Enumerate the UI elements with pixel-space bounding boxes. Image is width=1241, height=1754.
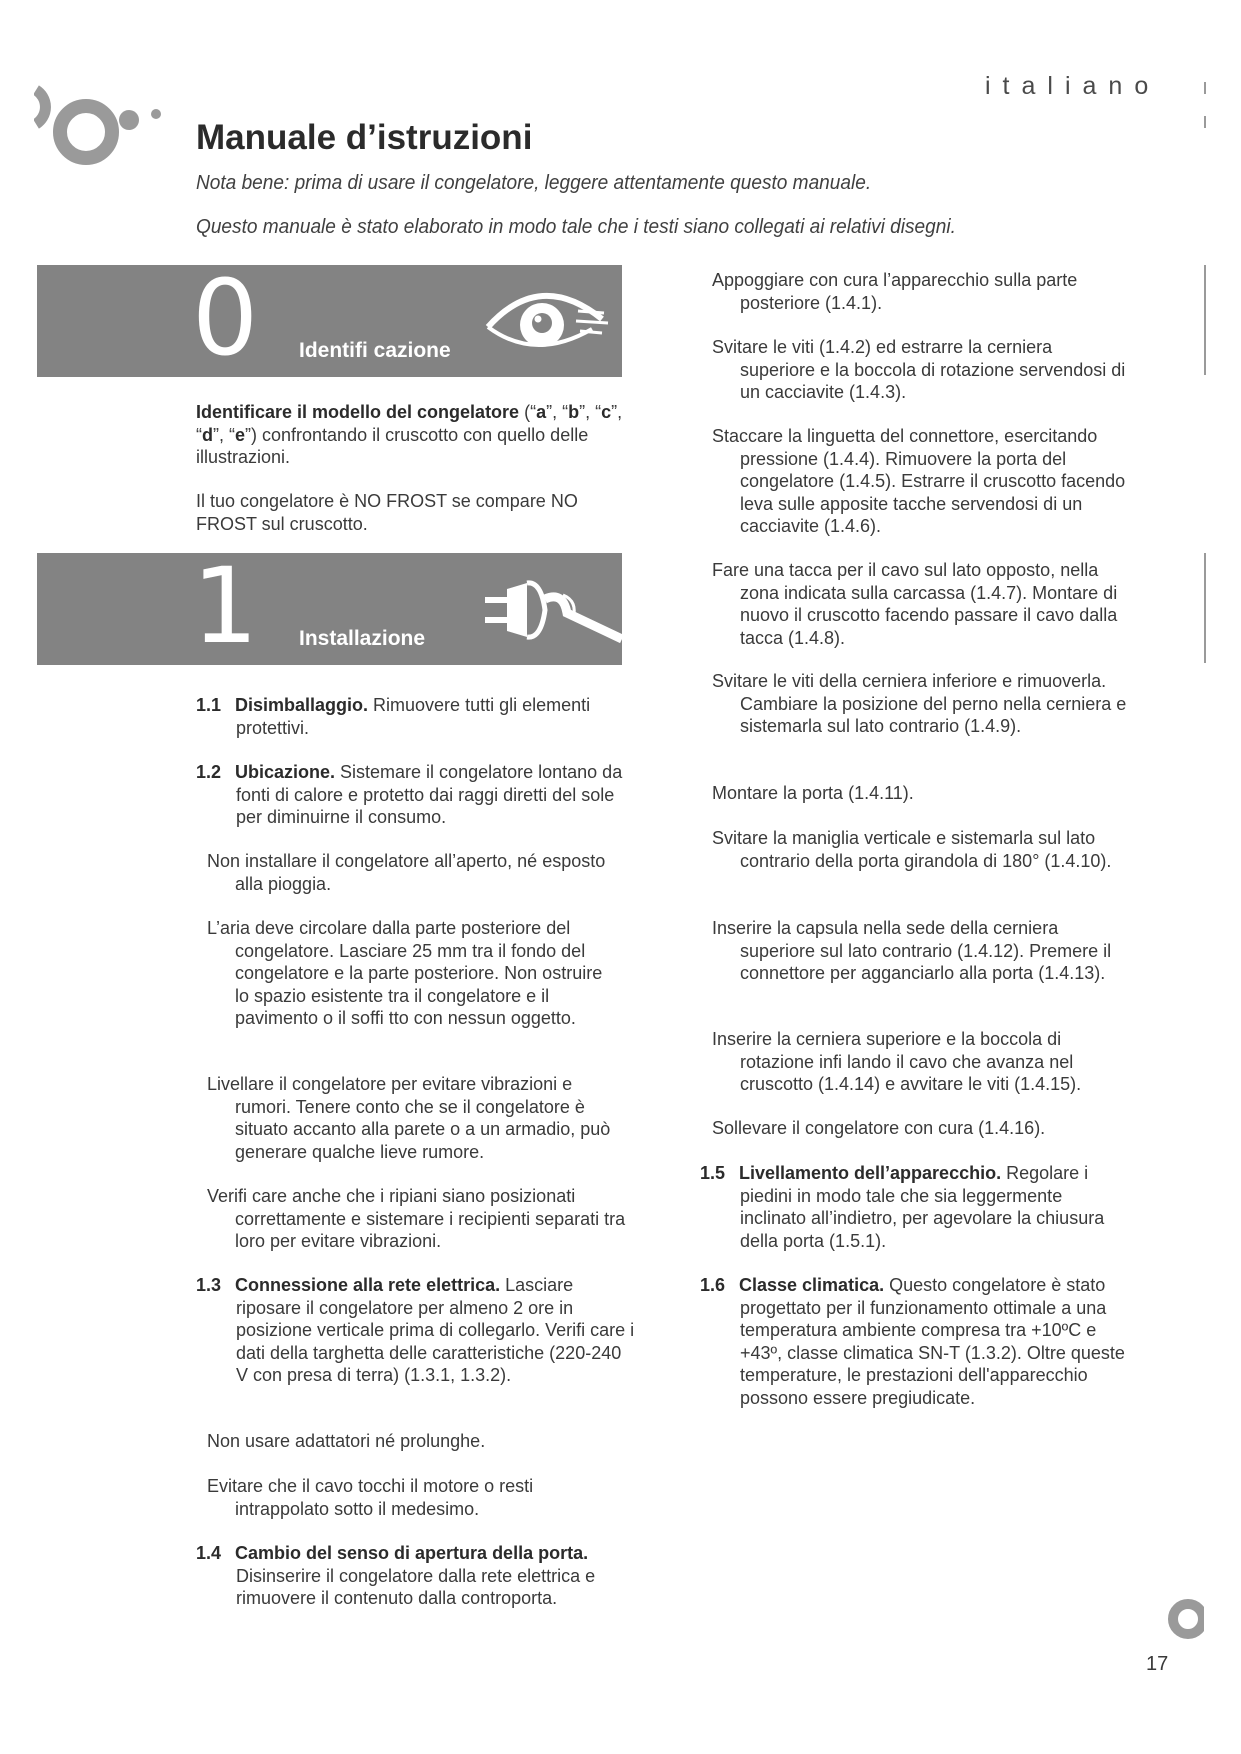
paragraph-outdoor: Non installare il congelatore all’aperto, né esposto alla pioggia. (207, 851, 606, 894)
paragraph-shelves: Verifi care anche che i ripiani siano posizionati correttamente e sistemare i recipienti separati tra loro per evitare vibrazioni. (207, 1186, 626, 1251)
step-paragraph: Staccare la linguetta del connettore, esercitando pressione (1.4.4). Rimuovere la porta del congelatore (1.4.5). Estrarre il cruscotto facendo leva sulle apposite tacche servendosi di un cacciavite (1.4.6). (712, 426, 1126, 536)
step-paragraph: Svitare le viti della cerniera inferiore e rimuoverla. Cambiare la posizione del perno nella cerniera e sistemarla sul lato contrario (1.4.9). (712, 671, 1127, 736)
edge-mark (1204, 553, 1206, 663)
page-title: Manuale d’istruzioni (196, 118, 533, 157)
step-paragraph: Svitare la maniglia verticale e sistemarla sul lato contrario della porta girandola di 180° (1.4.10). (712, 828, 1112, 871)
intro-text: Questo manuale è stato elaborato in modo tale che i testi siano collegati ai relativi disegni. (196, 215, 956, 238)
no-frost-paragraph: Il tuo congelatore è NO FROST se compare NO FROST sul cruscotto. (196, 491, 578, 534)
paragraph-cable: Evitare che il cavo tocchi il motore o resti intrappolato sotto il medesimo. (207, 1476, 534, 1519)
step-paragraph: Fare una tacca per il cavo sul lato opposto, nella zona indicata sulla carcassa (1.4.7). Montare di nuovo il cruscotto facendo passare il cavo dalla tacca (1.4.8). (712, 560, 1118, 648)
section-1-3: 1.3 Connessione alla rete elettrica. Lasciare riposare il congelatore per almeno 2 ore in posizione verticale prima di collegarlo. Verifi care i dati della targhetta delle caratteristiche (220-240 V con presa di terra) (1.3.1, 1.3.2). (196, 1275, 635, 1385)
section-1-1: 1.1 Disimballaggio. Rimuovere tutti gli elementi protettivi. (196, 695, 591, 738)
step-paragraph: Svitare le viti (1.4.2) ed estrarre la cerniera superiore e la boccola di rotazione servendosi di un cacciavite (1.4.3). (712, 337, 1126, 402)
step-paragraph: Montare la porta (1.4.11). (712, 783, 914, 803)
brand-logo (34, 80, 174, 180)
section-number: 0 (192, 257, 259, 379)
edge-mark (1204, 82, 1206, 94)
edge-mark (1204, 116, 1206, 128)
section-label: Installazione (299, 627, 426, 650)
step-paragraph: Sollevare il congelatore con cura (1.4.16). (712, 1118, 1046, 1138)
section-number: 1 (192, 545, 259, 667)
section-label: Identifi cazione (299, 339, 451, 362)
identification-paragraph: Identificare il modello del congelatore (“a”, “b”, “c”, “d”, “e”) confrontando il cruscotto con quello delle illustrazioni. (196, 402, 623, 467)
paragraph-level: Livellare il congelatore per evitare vibrazioni e rumori. Tenere conto che se il congelatore è situato accanto alla parete o a un armadio, può generare qualche lieve rumore. (207, 1074, 611, 1162)
paragraph-adapters: Non usare adattatori né prolunghe. (207, 1431, 486, 1451)
edge-mark (1204, 265, 1206, 375)
section-1-4: 1.4 Cambio del senso di apertura della porta. Disinserire il congelatore dalla rete elettrica e rimuovere il contenuto dalla controporta. (196, 1543, 596, 1608)
page-number: 17 (1146, 1653, 1169, 1675)
section-1-6: 1.6 Classe climatica. Questo congelatore è stato progettato per il funzionamento ottimale a una temperatura ambiente compresa tra +10ºC e +43º, classe climatica SN-T (1.3.2). Oltre queste temperature, le prestazioni dell'apparecchio possono essere pregiudicate. (700, 1275, 1125, 1408)
section-1-2: 1.2 Ubicazione. Sistemare il congelatore lontano da fonti di calore e protetto dai raggi diretti del sole per diminuirne il consumo. (196, 762, 623, 827)
paragraph-air: L’aria deve circolare dalla parte posteriore del congelatore. Lasciare 25 mm tra il fondo del congelatore e la parte posteriore. Non ostruire lo spazio esistente tra il congelatore e il pavimento o il soffi tto con nessun oggetto. (207, 918, 603, 1028)
step-paragraph: Inserire la cerniera superiore e la boccola di rotazione infi lando il cavo che avanza nel cruscotto (1.4.14) e avvitare le viti (1.4.15). (712, 1029, 1082, 1094)
note-text: Nota bene: prima di usare il congelatore, leggere attentamente questo manuale. (196, 171, 872, 194)
section-1-5: 1.5 Livellamento dell’apparecchio. Regolare i piedini in modo tale che sia leggermente inclinato all’indietro, per agevolare la chiusura della porta (1.5.1). (700, 1163, 1105, 1251)
section-bar-installation (37, 545, 622, 667)
footer-logo-mark (1166, 1596, 1204, 1642)
section-bar-identification (37, 257, 622, 379)
step-paragraph: Inserire la capsula nella sede della cerniera superiore sul lato contrario (1.4.12). Premere il connettore per agganciarlo alla porta (1.4.13). (712, 918, 1112, 983)
step-paragraph: Appoggiare con cura l’apparecchio sulla parte posteriore (1.4.1). (712, 270, 1078, 313)
language-label: italiano (985, 72, 1161, 100)
eye-icon (480, 277, 615, 362)
plug-icon (483, 567, 623, 657)
